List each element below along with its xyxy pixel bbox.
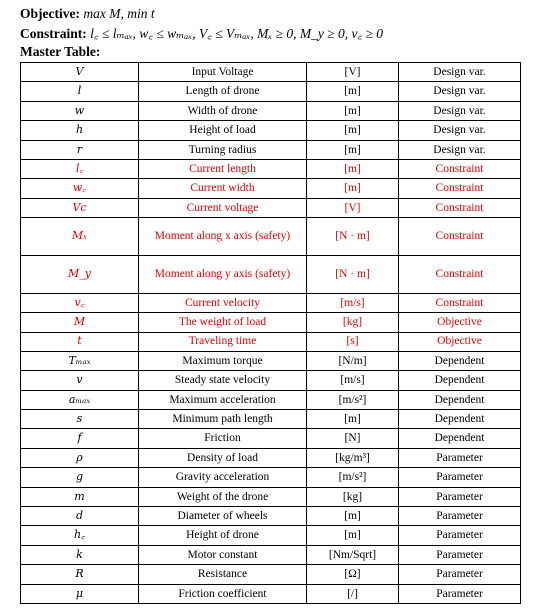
unit-cell: [m/s] (307, 371, 399, 390)
symbol-cell: M (21, 313, 139, 332)
symbol-cell: d (21, 507, 139, 526)
unit-cell: [m] (307, 82, 399, 101)
description-cell: Width of drone (139, 101, 307, 120)
table-row (21, 82, 521, 101)
symbol-cell: ρ (21, 448, 139, 467)
unit-cell: [N/m] (307, 351, 399, 370)
table-row (21, 293, 521, 312)
unit-cell: [m/s²] (307, 390, 399, 409)
unit-cell: [s] (307, 332, 399, 351)
symbol-cell: l (21, 82, 139, 101)
table-row (21, 410, 521, 429)
symbol-cell: Vc (21, 198, 139, 217)
description-cell: Motor constant (139, 545, 307, 564)
unit-cell: [m/s] (307, 293, 399, 312)
symbol-cell: w (21, 101, 139, 120)
description-cell: Steady state velocity (139, 371, 307, 390)
type-cell: Dependent (399, 410, 521, 429)
symbol-cell: R (21, 565, 139, 584)
master-table-body (21, 63, 521, 604)
type-cell: Objective (399, 332, 521, 351)
table-row (21, 313, 521, 332)
type-cell: Constraint (399, 198, 521, 217)
symbol-cell: Tₘₐₓ (21, 351, 139, 370)
unit-cell: [m] (307, 159, 399, 178)
table-row (21, 63, 521, 82)
type-cell: Parameter (399, 565, 521, 584)
description-cell: Moment along x axis (safety) (139, 218, 307, 256)
symbol-cell: h꜀ (21, 526, 139, 545)
table-row (21, 429, 521, 448)
type-cell: Dependent (399, 351, 521, 370)
description-cell: Diameter of wheels (139, 507, 307, 526)
type-cell: Design var. (399, 121, 521, 140)
unit-cell: [V] (307, 198, 399, 217)
symbol-cell: h (21, 121, 139, 140)
type-cell: Parameter (399, 448, 521, 467)
description-cell: Density of load (139, 448, 307, 467)
description-cell: Gravity acceleration (139, 468, 307, 487)
type-cell: Constraint (399, 159, 521, 178)
objective-line: Objective: max M, min t (20, 6, 155, 21)
description-cell: Maximum torque (139, 351, 307, 370)
symbol-cell: r (21, 140, 139, 159)
type-cell: Objective (399, 313, 521, 332)
type-cell: Dependent (399, 371, 521, 390)
symbol-cell: f (21, 429, 139, 448)
table-row (21, 487, 521, 506)
unit-cell: [m/s²] (307, 468, 399, 487)
unit-cell: [V] (307, 63, 399, 82)
table-row (21, 218, 521, 256)
table-row (21, 507, 521, 526)
table-row (21, 390, 521, 409)
symbol-cell: Mₓ (21, 218, 139, 256)
description-cell: Friction (139, 429, 307, 448)
description-cell: Weight of the drone (139, 487, 307, 506)
type-cell: Parameter (399, 487, 521, 506)
table-row (21, 332, 521, 351)
unit-cell: [Ω] (307, 565, 399, 584)
type-cell: Design var. (399, 140, 521, 159)
description-cell: Current length (139, 159, 307, 178)
unit-cell: [m] (307, 507, 399, 526)
constraint-expression: l꜀ ≤ lₘₐₓ, w꜀ ≤ wₘₐₓ, V꜀ ≤ Vₘₐₓ, Mₓ ≥ 0, M_y ≥ 0, v꜀ ≥ 0 (90, 26, 384, 41)
table-row (21, 545, 521, 564)
type-cell: Constraint (399, 179, 521, 198)
description-cell: The weight of load (139, 313, 307, 332)
unit-cell: [kg] (307, 487, 399, 506)
description-cell: Height of drone (139, 526, 307, 545)
unit-cell: [/] (307, 584, 399, 603)
table-row (21, 255, 521, 293)
master-table (20, 62, 521, 604)
description-cell: Maximum acceleration (139, 390, 307, 409)
table-row (21, 448, 521, 467)
unit-cell: [m] (307, 121, 399, 140)
unit-cell: [kg] (307, 313, 399, 332)
type-cell: Design var. (399, 63, 521, 82)
type-cell: Parameter (399, 507, 521, 526)
description-cell: Height of load (139, 121, 307, 140)
symbol-cell: w꜀ (21, 179, 139, 198)
symbol-cell: M_y (21, 255, 139, 293)
type-cell: Parameter (399, 468, 521, 487)
table-row (21, 179, 521, 198)
description-cell: Friction coefficient (139, 584, 307, 603)
master-table-title: Master Table: (20, 44, 101, 59)
objective-label: Objective (20, 6, 76, 21)
table-row (21, 121, 521, 140)
type-cell: Dependent (399, 390, 521, 409)
table-row (21, 526, 521, 545)
description-cell: Current velocity (139, 293, 307, 312)
unit-cell: [m] (307, 101, 399, 120)
constraint-line: Constraint: l꜀ ≤ lₘₐₓ, w꜀ ≤ wₘₐₓ, V꜀ ≤ Vₘₐₓ, Mₓ ≥ 0, M_y ≥ 0, v꜀ ≥ 0 (20, 26, 384, 41)
description-cell: Current width (139, 179, 307, 198)
unit-cell: [N] (307, 429, 399, 448)
type-cell: Constraint (399, 255, 521, 293)
description-cell: Moment along y axis (safety) (139, 255, 307, 293)
table-row (21, 198, 521, 217)
unit-cell: [N · m] (307, 255, 399, 293)
table-row (21, 468, 521, 487)
description-cell: Turning radius (139, 140, 307, 159)
type-cell: Parameter (399, 526, 521, 545)
table-row (21, 584, 521, 603)
symbol-cell: aₘₐₓ (21, 390, 139, 409)
symbol-cell: μ (21, 584, 139, 603)
symbol-cell: V (21, 63, 139, 82)
unit-cell: [m] (307, 179, 399, 198)
symbol-cell: m (21, 487, 139, 506)
table-row (21, 371, 521, 390)
symbol-cell: s (21, 410, 139, 429)
description-cell: Resistance (139, 565, 307, 584)
type-cell: Design var. (399, 82, 521, 101)
type-cell: Constraint (399, 218, 521, 256)
symbol-cell: g (21, 468, 139, 487)
symbol-cell: v꜀ (21, 293, 139, 312)
symbol-cell: t (21, 332, 139, 351)
symbol-cell: k (21, 545, 139, 564)
type-cell: Parameter (399, 545, 521, 564)
description-cell: Input Voltage (139, 63, 307, 82)
symbol-cell: v (21, 371, 139, 390)
type-cell: Design var. (399, 101, 521, 120)
table-row (21, 565, 521, 584)
table-row (21, 140, 521, 159)
type-cell: Dependent (399, 429, 521, 448)
table-row (21, 159, 521, 178)
description-cell: Current voltage (139, 198, 307, 217)
table-row (21, 351, 521, 370)
type-cell: Parameter (399, 584, 521, 603)
constraint-label: Constraint (20, 26, 83, 41)
unit-cell: [m] (307, 526, 399, 545)
table-row (21, 101, 521, 120)
objective-expression: max M, min t (83, 6, 155, 21)
unit-cell: [m] (307, 410, 399, 429)
type-cell: Constraint (399, 293, 521, 312)
unit-cell: [kg/m³] (307, 448, 399, 467)
unit-cell: [m] (307, 140, 399, 159)
description-cell: Traveling time (139, 332, 307, 351)
symbol-cell: l꜀ (21, 159, 139, 178)
description-cell: Length of drone (139, 82, 307, 101)
unit-cell: [N · m] (307, 218, 399, 256)
description-cell: Minimum path length (139, 410, 307, 429)
unit-cell: [Nm/Sqrt] (307, 545, 399, 564)
